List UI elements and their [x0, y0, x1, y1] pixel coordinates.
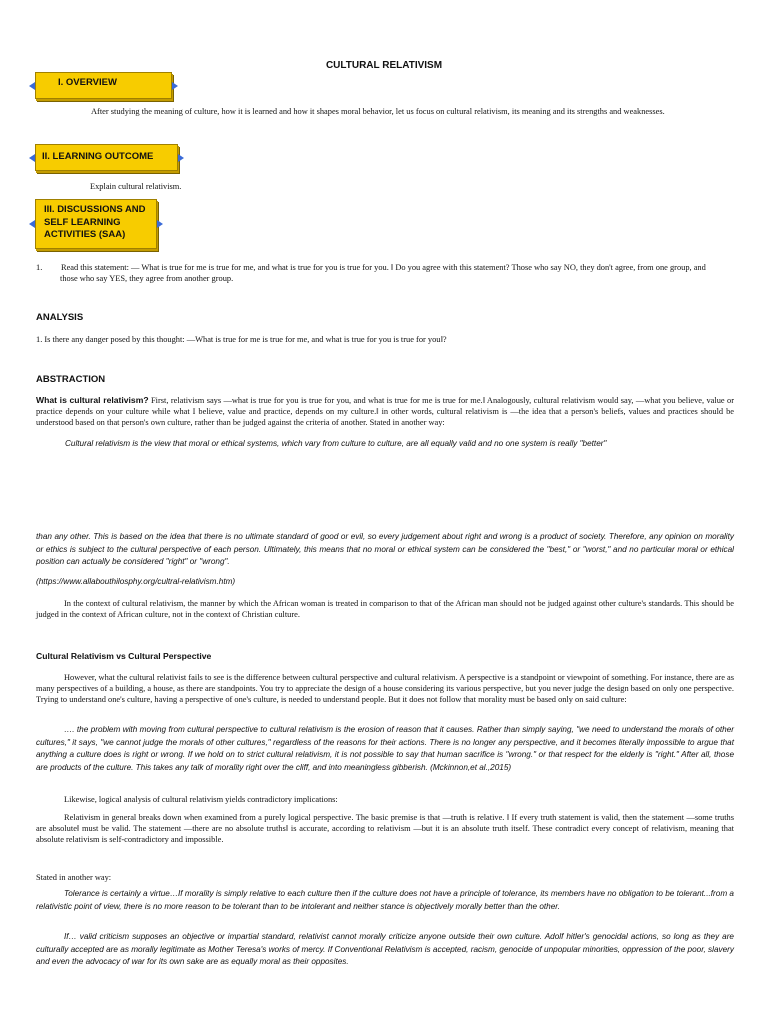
- stated-line: Stated in another way:: [36, 873, 112, 882]
- overview-text: After studying the meaning of culture, how it is learned and how it shapes moral behavior, let us focus on cultural relativism, its meaning and its strengths and weaknesses.: [91, 107, 665, 116]
- quote-2: …. the problem with moving from cultural perspective to cultural relativism is the erosion of reason that it causes. Rather than simply saying, "we need to understand the morals of other cultures," it says, "we cannot judge the morals of other cultures," regardless of the reasons for their actions. There is no longer any perspective, and it becomes literally impossible to argue that anything a culture does is right or wrong. If we hold on to strict cultural relativism, it is not possible to say that human sacrifice is "wrong." or that respect for the elderly is "right." After all, those are products of the culture. This takes any talk of morality right over the cliff, and into meaningless gibberish. (Mckinnon,et al.,2015): [36, 725, 734, 772]
- learning-outcome-label: II. LEARNING OUTCOME: [42, 151, 154, 162]
- quote-4: If… valid criticism supposes an objective or impartial standard, relativist cannot morally criticize anyone outside their own culture. Adolf hitler's genocidal actions, so long as they are culturally accepted are as morally legitimate as Mother Teresa's works of mercy. If Conventional Relativism is accepted, racism, genocide of unpopular minorities, oppression of the poor, slavery and even the advocacy of war for its own sake are as equally moral as their opposites.: [36, 932, 734, 967]
- learning-outcome-tag: [35, 144, 178, 171]
- arrow-right-icon: [157, 220, 163, 228]
- page-title: CULTURAL RELATIVISM: [325, 60, 443, 71]
- vs-paragraph: However, what the cultural relativist fails to see is the difference between cultural perspective and cultural relativism. A perspective is a standpoint or viewpoint of something. For instance, there are as many perspectives of a building, a house, as there are standpoints. You try to appreciate the design of a house considering its various perspective, but you never judge the design based on only one perspective. Trying to understand one's culture, having a perspective of one's culture, is needed to understand people. But it does not follow that morality must be based only on said culture:: [36, 673, 734, 704]
- abstraction-paragraph: [36, 395, 734, 428]
- relativism-paragraph: Relativism in general breaks down when examined from a purely logical perspective. The basic premise is that —truth is relative. ‖ If every truth statement is valid, then the statement —some truths are absolute‖ must be valid. The statement —there are no absolute truths‖ is accurate, according to relativism —but it is an absolute truth itself. These contradict every concept of relativism, meaning that absolute relativism is self-contradictory and impossible.: [36, 813, 734, 844]
- context-paragraph: In the context of cultural relativism, the manner by which the African woman is treated in comparison to that of the African man should not be judged against other culture's standards. This should be judged in the context of African culture, not in the context of Christian culture.: [36, 599, 734, 619]
- analysis-heading: ANALYSIS: [36, 312, 84, 323]
- citation-1: (https://www.allabouthilosphy.org/cultral-relativism.htm): [36, 577, 236, 586]
- vs-heading: Cultural Relativism vs Cultural Perspective: [36, 651, 212, 661]
- quote-1-first-line: Cultural relativism is the view that moral or ethical systems, which vary from culture to culture, are all equally valid and no one system is really "better": [65, 439, 607, 448]
- arrow-right-icon: [172, 82, 178, 90]
- arrow-left-icon: [29, 154, 35, 162]
- item-number: 1.: [36, 263, 43, 272]
- abstraction-heading: ABSTRACTION: [36, 374, 106, 385]
- quote-1-continued: than any other. This is based on the idea that there is no ultimate standard of good or evil, so every judgement about right and wrong is a product of society. Therefore, any opinion on morality or ethics is subject to the cultural perspective of each person. Ultimately, this means that no moral or ethical system can be considered the "best," or "worst," and no particular moral or ethical position can actually be considered "right" or "wrong".: [36, 532, 734, 567]
- saa-tag: [35, 199, 157, 249]
- analysis-text: 1. Is there any danger posed by this thought: —What is true for me is true for me, and what is true for you is true for you‖?: [36, 335, 447, 344]
- abstraction-question: What is cultural relativism?: [36, 395, 149, 405]
- overview-tag: [35, 72, 172, 99]
- item-1-text: Read this statement: — What is true for me is true for me, and what is true for you is true for you. ‖ Do you agree with this statement? Those who say NO, they don't agree, from one group, and those who say YES, they agree from another group.: [60, 263, 706, 283]
- arrow-left-icon: [29, 82, 35, 90]
- saa-label: III. DISCUSSIONS AND SELF LEARNING ACTIVITIES (SAA): [44, 204, 146, 240]
- overview-label: I. OVERVIEW: [58, 77, 117, 88]
- arrow-right-icon: [178, 154, 184, 162]
- quote-3: Tolerance is certainly a virtue…If morality is simply relative to each culture then if the culture does not have a principle of tolerance, its members have no obligation to be tolerant...from a relativistic point of view, there is no more reason to be tolerant than to be intolerant and neither stance is objectively morally better than the other.: [36, 889, 734, 911]
- abstraction-text: First, relativism says —what is true for you is true for you, and what is true for me is true for me.‖ Analogously, cultural relativism would say, —what you believe, value or practice depends on your culture while what I believe, value and practice, depends on my culture.‖ in other words, cultural relativism is —the idea that a person's beliefs, values and practices should be understood based on that person's own culture, rather than be judged against the criteria of another. Stated in another way:: [36, 396, 734, 427]
- arrow-left-icon: [29, 220, 35, 228]
- learning-outcome-text: Explain cultural relativism.: [90, 182, 182, 191]
- likewise-paragraph: Likewise, logical analysis of cultural relativism yields contradictory implications:: [64, 795, 338, 804]
